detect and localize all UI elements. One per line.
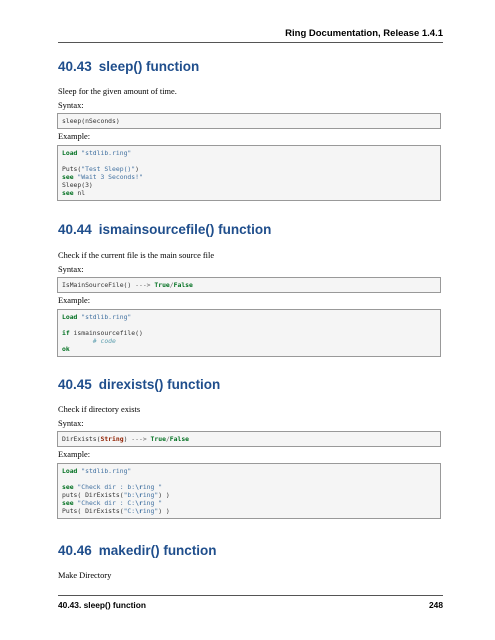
section-heading-ismainsourcefile [58,222,271,237]
footer-section: 40.43. sleep() function [58,600,146,610]
syntax-label: Syntax: [58,265,84,274]
code-line: ok [62,345,70,353]
code-line: puts( DirExists("b:\ring") ) [62,491,170,499]
code-line: see "Check dir : C:\ring " [62,499,163,507]
code-line: Sleep(3) [62,181,93,189]
code-line: see nl [62,189,86,197]
syntax-block [57,113,441,129]
code-line: DirExists(String) ---> True/False [62,435,190,443]
example-label: Example: [58,450,91,459]
example-label: Example: [58,296,91,305]
section-number: 40.43 [58,59,92,74]
code-line: see "Check dir : b:\ring " [62,483,163,491]
section-description: Make Directory [58,571,112,580]
syntax-label: Syntax: [58,101,84,110]
example-code-block [57,145,441,201]
section-description: Check if the current file is the main source file [58,251,215,260]
example-code-block [57,309,441,357]
header-rule [58,42,443,43]
code-line: see "Wait 3 Seconds!" [62,173,143,181]
code-line: IsMainSourceFile() ---> True/False [62,281,193,289]
code-line: sleep(nSeconds) [62,117,120,125]
section-number: 40.46 [58,543,92,558]
code-line-blank [62,475,436,483]
footer-page-number: 248 [429,600,443,610]
section-title: makedir() function [98,543,217,558]
code-line: Puts("Test Sleep()") [62,165,139,173]
example-label: Example: [58,132,91,141]
section-heading-makedir [58,543,217,558]
syntax-block [57,277,441,293]
syntax-block [57,431,441,447]
footer-rule [58,595,443,596]
section-number: 40.44 [58,222,92,237]
section-heading-sleep [58,59,199,74]
code-line: Load "stdlib.ring" [62,149,132,157]
section-description: Sleep for the given amount of time. [58,87,177,96]
code-line-blank [62,321,436,329]
section-title: sleep() function [98,59,200,74]
code-line-blank [62,157,436,165]
section-title: direxists() function [98,377,221,392]
section-description: Check if directory exists [58,405,141,414]
running-header-title: Ring Documentation, Release 1.4.1 [285,28,443,39]
section-number: 40.45 [58,377,92,392]
section-heading-direxists [58,377,220,392]
code-line: Puts( DirExists("C:\ring") ) [62,507,170,515]
code-line: if ismainsourcefile() [62,329,143,337]
code-line: Load "stdlib.ring" [62,467,132,475]
code-line: Load "stdlib.ring" [62,313,132,321]
code-line: # code [92,337,116,345]
syntax-label: Syntax: [58,419,84,428]
example-code-block [57,463,441,519]
section-title: ismainsourcefile() function [98,222,272,237]
